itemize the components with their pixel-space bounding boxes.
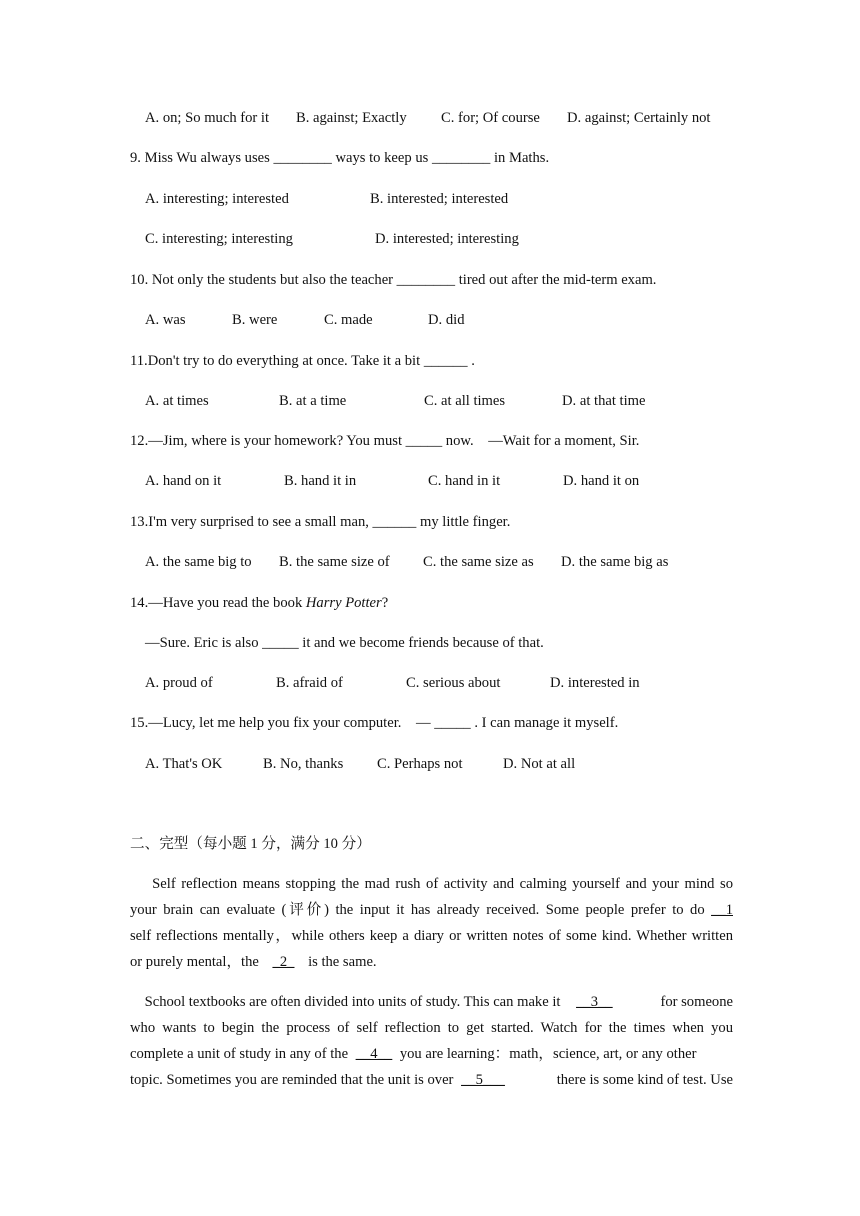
q8-option-c: C. for; Of course bbox=[441, 110, 540, 126]
passage-line bbox=[130, 1067, 733, 1093]
q9-option-d: D. interested; interesting bbox=[375, 231, 519, 247]
q14-stem-reply: —Sure. Eric is also _____ it and we become friends because of that. bbox=[145, 635, 544, 651]
q15-option-b: B. No, thanks bbox=[263, 756, 344, 772]
q13-stem: 13.I'm very surprised to see a small man, ______ my little finger. bbox=[130, 514, 511, 530]
blank-4: __4__ bbox=[355, 1046, 393, 1062]
q8-option-d: D. against; Certainly not bbox=[567, 110, 711, 126]
q11-option-a: A. at times bbox=[145, 393, 209, 409]
q12-option-c: C. hand in it bbox=[428, 473, 501, 489]
q12-option-a: A. hand on it bbox=[145, 473, 222, 489]
passage-text: School textbooks are often divided into units of study. This can make it bbox=[130, 994, 565, 1010]
q12-stem: 12.—Jim, where is your homework? You must _____ now. —Wait for a moment, Sir. bbox=[130, 433, 640, 449]
blank-5: __5___ bbox=[461, 1072, 505, 1088]
q13-option-d: D. the same big as bbox=[561, 554, 669, 570]
q9-option-a: A. interesting; interested bbox=[145, 191, 289, 207]
q14-option-b: B. afraid of bbox=[276, 675, 343, 691]
q12-option-d: D. hand it on bbox=[563, 473, 640, 489]
q10-option-d: D. did bbox=[428, 312, 465, 328]
passage-text: is the same. bbox=[304, 954, 377, 970]
blank-2: _2_ bbox=[272, 954, 295, 970]
q15-option-d: D. Not at all bbox=[503, 756, 576, 772]
q9-option-c: C. interesting; interesting bbox=[145, 231, 293, 247]
passage-line bbox=[130, 949, 733, 975]
q15-option-a: A. That's OK bbox=[145, 756, 223, 772]
q10-stem: 10. Not only the students but also the teacher ________ tired out after the mid-term exam. bbox=[130, 272, 657, 288]
q14-option-a: A. proud of bbox=[145, 675, 213, 691]
passage-line bbox=[130, 897, 733, 923]
blank-3: __3__ bbox=[576, 994, 613, 1010]
q8-option-b: B. against; Exactly bbox=[296, 110, 407, 126]
q13-option-a: A. the same big to bbox=[145, 554, 252, 570]
q12-option-b: B. hand it in bbox=[284, 473, 357, 489]
passage-text: topic. Sometimes you are reminded that the unit is over bbox=[130, 1072, 458, 1088]
passage-text: complete a unit of study in any of the bbox=[130, 1046, 352, 1062]
q15-stem: 15.—Lucy, let me help you fix your computer. — _____ . I can manage it myself. bbox=[130, 715, 619, 731]
passage-paragraph-1 bbox=[130, 871, 733, 975]
q13-option-c: C. the same size as bbox=[423, 554, 534, 570]
q14-stem-end: ? bbox=[381, 595, 389, 611]
passage-line: who wants to begin the process of self reflection to get started. Watch for the times when you bbox=[130, 1020, 733, 1036]
q11-option-b: B. at a time bbox=[279, 393, 347, 409]
passage-line: Self reflection means stopping the mad rush of activity and calming yourself and your mind so bbox=[130, 876, 733, 892]
q10-option-c: C. made bbox=[324, 312, 373, 328]
q15-option-c: C. Perhaps not bbox=[377, 756, 463, 772]
passage-text: you are learning：math，science, art, or any other bbox=[396, 1046, 697, 1062]
q9-option-b: B. interested; interested bbox=[370, 191, 509, 207]
passage-line bbox=[130, 989, 733, 1015]
q11-option-c: C. at all times bbox=[424, 393, 506, 409]
q14-option-c: C. serious about bbox=[406, 675, 501, 691]
q14-option-d: D. interested in bbox=[550, 675, 640, 691]
q8-option-a: A. on; So much for it bbox=[145, 110, 270, 126]
q10-option-b: B. were bbox=[232, 312, 278, 328]
passage-line: self reflections mentally，while others keep a diary or written notes of some kind. Whether written bbox=[130, 928, 733, 944]
q14-stem bbox=[130, 594, 388, 612]
passage-paragraph-2 bbox=[130, 989, 733, 1093]
section-title: 二、完型（每小题 1 分，满分 10 分） bbox=[130, 836, 371, 852]
q13-option-b: B. the same size of bbox=[279, 554, 390, 570]
passage-text: there is some kind of test. Use bbox=[556, 1072, 733, 1088]
q11-stem: 11.Don't try to do everything at once. Take it a bit ______ . bbox=[130, 353, 475, 369]
q14-stem-text: 14.—Have you read the book bbox=[130, 595, 306, 611]
passage-text: your brain can evaluate (评价) the input it has already received. Some people prefer to do bbox=[130, 902, 712, 918]
blank-1: __1 bbox=[711, 902, 733, 918]
q14-book-title: Harry Potter bbox=[305, 595, 382, 611]
passage-text: for someone bbox=[653, 994, 733, 1010]
passage-line bbox=[130, 1041, 733, 1067]
q11-option-d: D. at that time bbox=[562, 393, 646, 409]
passage-text: or purely mental，the bbox=[130, 954, 263, 970]
q10-option-a: A. was bbox=[145, 312, 186, 328]
q9-stem: 9. Miss Wu always uses ________ ways to keep us ________ in Maths. bbox=[130, 150, 550, 166]
